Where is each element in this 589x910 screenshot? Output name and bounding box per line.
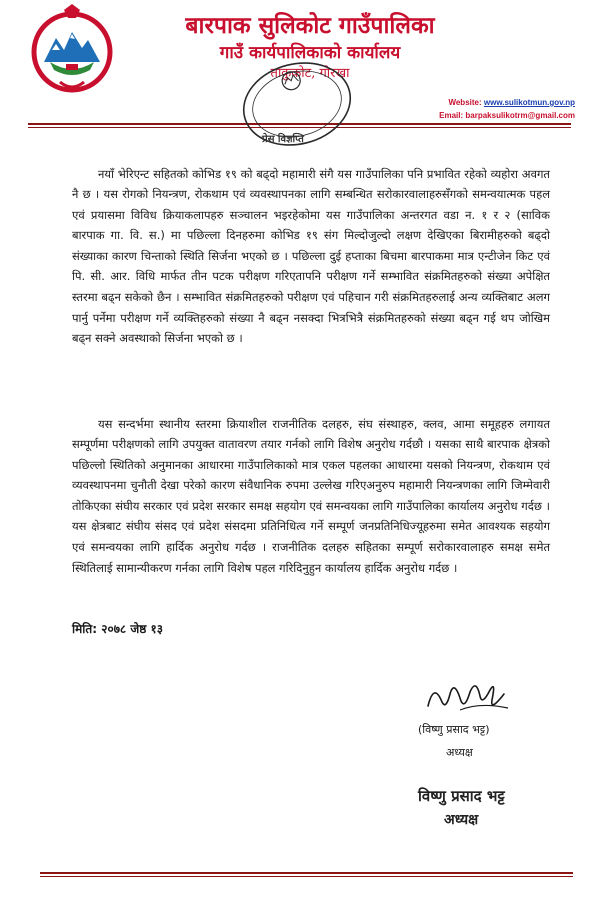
date-line: मिति: २०७८ जेष्ठ १३: [72, 622, 163, 636]
office-location: ताकुकोट, गोरखा: [270, 66, 350, 81]
email-label: Email:: [439, 111, 464, 120]
body-paragraph: यस सन्दर्भमा स्थानीय स्तरमा क्रियाशील राजनीतिक दलहरु, संघ संस्थाहरु, क्लव, आमा समूहहरु लगायत सम्पूर्णमा परीक्षणको लागि उपयुक्त वातावरण तयार गर्नको लागि विशेष अनुरोध गर्दछौ । यसका साथै बारपाक क्षेत्रको पछिल्लो स्थितिको अनुमानका आधारमा गाउँपालिकाको मात्र एकल पहलका आधारमा यसको नियन्त्रण, रोकथाम एवं व्यवस्थापनमा चुनौती देखा परेको कारण संवैधानिक रुपमा उल्लेख गरिएअनुरुप महामारी नियन्त्रणका लागि जिम्मेवारी तोकिएका संघीय सरकार एवं प्रदेश सरकार समक्ष सहयोग एवं समन्वयका लागि गाउँपालिका कार्यालय अनुरोध गर्दछ । यस क्षेत्रबाट संघीय संसद एवं प्रदेश संसदमा प्रतिनिधित्व गर्ने सम्पूर्ण जनप्रतिनिधिज्यूहरुमा समेत आवश्यक सहयोग एवं समन्वयका लागि हार्दिक अनुरोध गर्दछ । राजनीतिक दलहरु सहितका सम्पूर्ण सरोकारवालाहरु समक्ष समेत स्थितिलाई सामान्यीकरण गर्नका लागि विशेष पहल गरिदिनुहुन कार्यालय हार्दिक अनुरोध गर्दछ ।: [72, 416, 550, 575]
office-title: बारपाक सुलिकोट गाउँपालिका: [185, 12, 435, 39]
signer-title: अध्यक्ष: [446, 746, 473, 759]
contact-block: [439, 96, 575, 122]
email-value: barpaksulikotrm@gmail.com: [465, 111, 575, 120]
footer-rule-thin: [40, 876, 573, 877]
signer-name: (विष्णु प्रसाद भट्ट): [418, 723, 490, 736]
website-link[interactable]: www.sulikotmun.gov.np: [483, 98, 575, 107]
website-line: [439, 96, 575, 109]
body-paragraph: नयाँ भेरिएन्ट सहितको कोभिड १९ को बढ्दो महामारी संगै यस गाउँपालिका पनि प्रभावित रहेको व्यहोरा अवगत नै छ । यस रोगको नियन्त्रण, रोकथाम एवं व्यवस्थापनका लागि सम्बन्धित सरोकारवालाहरुसँगको समन्वयात्मक पहल एवं प्रयासमा विविध क्रियाकलापहरु सञ्चालन भइरहेकोमा यस गाउँपालिका अन्तरगत वडा न. १ र २ (साविक बारपाक गा. वि. स.) मा पछिल्ला दिनहरुमा कोभिड १९ संग मिल्दोजुल्दो लक्षण देखिएका बिरामीहरुको बढ्दो संख्याका कारण चिन्ताको स्थिति सिर्जना भएको छ । पछिल्ला दुई हप्ताका बिचमा बारपाकमा मात्र एन्टीजेन किट एवं पि. सी. आर. विधि मार्फत तीन पटक परीक्षण गरिएतापनि परीक्षण गर्ने सम्भावित संक्रमितहरुको संख्या अपेक्षित स्तरमा बढ्न सकेको छैन । सम्भावित संक्रमितहरुको परीक्षण एवं पहिचान गरी संक्रमितहरुलाई अन्य व्यक्तिबाट अलग पार्नु पर्नेमा परीक्षण गर्ने व्यक्तिहरुको संख्या नै बढ्न नसक्दा भित्रभित्रै संक्रमितहरुको संख्या बढ्न गई थप जोखिम बढ्न सक्ने अवस्थाको सिर्जना भएको छ ।: [72, 166, 550, 346]
website-label: Website:: [448, 98, 482, 107]
subject-heading: प्रेस विज्ञप्ति: [262, 134, 304, 145]
footer-rule-thick: [40, 872, 573, 874]
title-stamp: अध्यक्ष: [444, 812, 479, 828]
handwritten-signature: [420, 672, 520, 720]
email-line: [439, 109, 575, 122]
nepal-emblem-logo: [30, 4, 114, 94]
name-stamp: विष्णु प्रसाद भट्ट: [418, 787, 505, 805]
office-subtitle: गाउँ कार्यपालिकाको कार्यालय: [219, 43, 401, 63]
